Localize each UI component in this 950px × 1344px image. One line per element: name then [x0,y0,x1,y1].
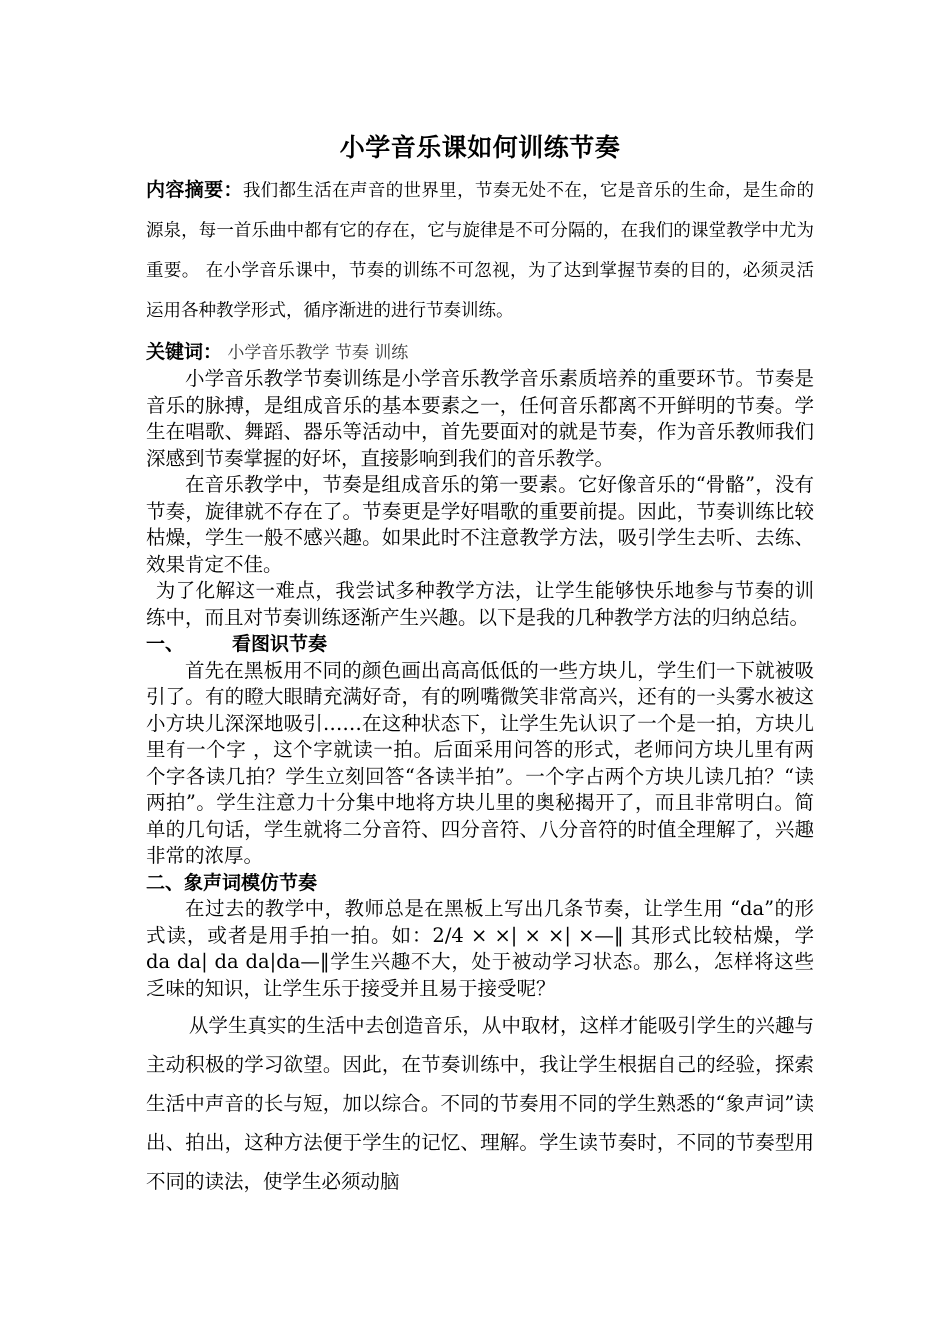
abstract-text: 我们都生活在声音的世界里，节奏无处不在，它是音乐的生命，是生命的源泉，每一首乐曲中都有它的存在，它与旋律是不可分隔的，在我们的课堂教学中尤为重要。 在小学音乐课中，节奏的训练不可忽视，为了达到掌握节奏的目的，必须灵活运用各种教学形式，循序渐进的进行节奏训练。 [146,181,814,321]
section-2-heading: 二、象声词模仿节奏 [146,871,318,894]
document-title: 小学音乐课如何训练节奏 [339,133,621,162]
keywords-line [146,339,814,366]
section-1-paragraph: 首先在黑板用不同的颜色画出高高低低的一些方块儿，学生们一下就被吸引了。有的瞪大眼睛充满好奇，有的咧嘴微笑非常高兴，还有的一头雾水被这小方块儿深深地吸引……在这种状态下，让学生先认识了一个是一拍，方块儿里有一个字 ，这个字就读一拍。后面采用问答的形式，老师问方块儿里有两个字各读几拍？学生立刻回答“各读半拍”。一个字占两个方块儿读几拍？“读两拍”。学生注意力十分集中地将方块儿里的奥秘揭开了，而且非常明白。简单的几句话，学生就将二分音符、四分音符、八分音符的时值全理解了，兴趣非常的浓厚。 [146,658,814,867]
intro-paragraph-1: 小学音乐教学节奏训练是小学音乐教学音乐素质培养的重要环节。节奏是音乐的脉搏，是组成音乐的基本要素之一，任何音乐都离不开鲜明的节奏。学生在唱歌、舞蹈、器乐等活动中，首先要面对的就是节奏，作为音乐教师我们深感到节奏掌握的好坏，直接影响到我们的音乐教学。 [146,367,814,470]
section-2-paragraph-2: 从学生真实的生活中去创造音乐，从中取材，这样才能吸引学生的兴趣与主动积极的学习欲望。因此，在节奏训练中，我让学生根据自己的经验，探索生活中声音的长与短，加以综合。不同的节奏用不同的学生熟悉的“象声词”读出、拍出，这种方法便于学生的记忆、理解。学生读节奏时，不同的节奏型用不同的读法，使学生必须动脑 [146,1014,814,1193]
intro-paragraph-2: 在音乐教学中，节奏是组成音乐的第一要素。它好像音乐的“骨骼”，没有节奏，旋律就不存在了。节奏更是学好唱歌的重要前提。因此，节奏训练比较枯燥，学生一般不感兴趣。如果此时不注意教学方法，吸引学生去听、去练、效果肯定不佳。 [146,473,814,576]
section-1-number: 一、 [146,633,185,655]
section-2-paragraph-1: 在过去的教学中，教师总是在黑板上写出几条节奏，让学生用 “da”的形式读，或者是用手拍一拍。如：2/4 × ×| × ×| ×—‖ 其形式比较枯燥，学 da da| da da|da—‖学生兴趣不大，处于被动学习状态。那么，怎样将这些乏味的知识，让学生乐于接受并且易于接受呢？ [146,897,814,1000]
intro-paragraph-3: 为了化解这一难点，我尝试多种教学方法，让学生能够快乐地参与节奏的训练中，而且对节奏训练逐渐产生兴趣。以下是我的几种教学方法的归纳总结。 [146,579,814,629]
section-1-heading [146,631,814,658]
keywords-text: 小学音乐教学 节奏 训练 [222,343,409,363]
document-page [146,130,814,1201]
abstract-label: 内容摘要： [146,179,243,201]
keywords-label: 关键词： [146,341,223,363]
section-1-title: 看图识节奏 [232,633,328,655]
abstract-paragraph [146,170,814,331]
